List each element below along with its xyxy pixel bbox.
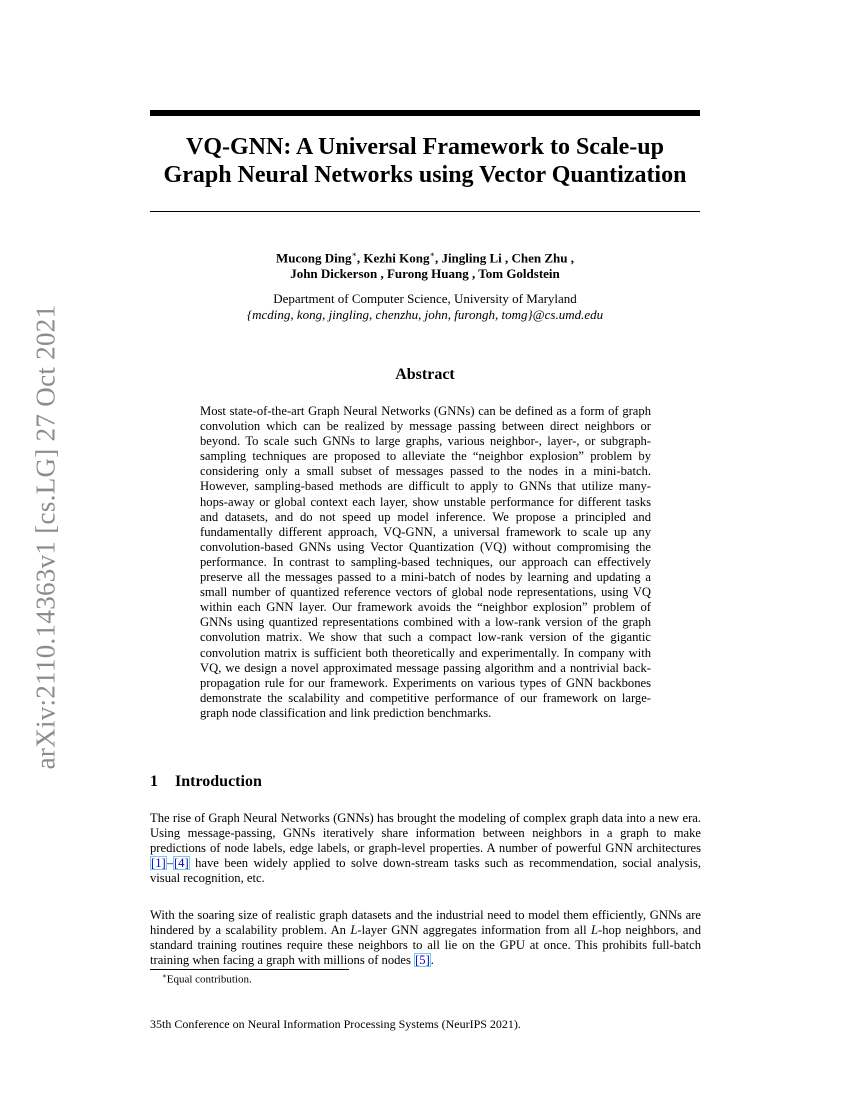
intro-p2-text-c: -hop neighbors, and standard training routines require these neighbors to all lie on the GPU at once. This prohibits full-batch training when facing a graph with millions of nodes — [150, 923, 701, 968]
intro-paragraph-2 — [150, 908, 701, 968]
authors-line-2: John Dickerson , Furong Huang , Tom Goldstein — [290, 266, 560, 282]
footnote-mark: ∗ — [162, 972, 167, 980]
section-heading-introduction — [150, 773, 700, 791]
equal-contribution-mark: ∗ — [351, 250, 357, 259]
intro-p2-text-b: -layer GNN aggregates information from all — [357, 923, 592, 938]
intro-p2-text-a: With the soaring size of realistic graph datasets and the industrial need to model them efficiently, GNNs are hindered by a scalability problem. An — [150, 908, 701, 938]
intro-p1-text-a: The rise of Graph Neural Networks (GNNs) has brought the modeling of complex graph data into a new era. Using message-passing, GNNs iteratively share information between neighbors in a graph to make predictions of node labels, edge labels, or graph-level properties. A number of powerful GNN architectures — [150, 811, 701, 856]
math-L: L — [350, 923, 358, 938]
title-line-2: Graph Neural Networks using Vector Quantization — [163, 162, 687, 188]
citation-range-dash: – — [166, 856, 173, 871]
section-title: Introduction — [175, 773, 262, 790]
title-bottom-rule — [150, 211, 700, 212]
intro-p2-text-d: . — [430, 953, 434, 968]
footnote — [162, 972, 252, 986]
author-list — [150, 247, 700, 282]
department: Department of Computer Science, University of Maryland — [273, 291, 577, 306]
abstract-heading: Abstract — [395, 366, 455, 383]
author-mucong-ding: Mucong Ding — [275, 250, 352, 266]
title-top-rule — [150, 110, 700, 116]
intro-p1-text-b: have been widely applied to solve down-stream tasks such as recommendation, social analysis, visual recognition, etc. — [150, 856, 701, 886]
section-number: 1 — [150, 773, 158, 790]
intro-paragraph-1 — [150, 811, 701, 886]
authors-rest-line-1: , Jingling Li , Chen Zhu , — [434, 250, 575, 266]
citation-link-5[interactable]: [5] — [415, 953, 430, 968]
paper-title — [150, 133, 700, 189]
citation-link-4[interactable]: [4] — [173, 856, 189, 871]
citation-link-1[interactable]: [1] — [151, 856, 166, 871]
footnote-text: Equal contribution. — [166, 973, 252, 986]
footnote-rule — [150, 969, 349, 970]
author-emails: {mcding, kong, jingling, chenzhu, john, furongh, tomg}@cs.umd.edu — [246, 307, 604, 322]
authors-line-1 — [150, 247, 700, 266]
abstract-text: Most state-of-the-art Graph Neural Networks (GNNs) can be defined as a form of graph convolution which can be realized by message passing between direct neighbors or beyond. To scale such GNNs to large graphs, various neighbor-, layer-, or subgraph-sampling techniques are proposed to alleviate the “neighbor explosion” problem by considering only a small subset of messages passed to the nodes in a mini-batch. However, sampling-based methods are difficult to apply to GNNs that utilize many-hops-away or global context each layer, show unstable performance for different tasks and datasets, and do not speed up model inference. We propose a principled and fundamentally different approach, VQ-GNN, a universal framework to scale up any convolution-based GNNs using Vector Quantization (VQ) without compromising the performance. In contrast to sampling-based techniques, our approach can effectively preserve all the messages passed to a mini-batch of nodes by learning and updating a small number of quantized reference vectors of global node representations, using VQ within each GNN layer. Our framework avoids the “neighbor explosion” problem of GNNs using quantized representations combined with a low-rank version of the graph convolution matrix. We show that such a compact low-rank version of the gigantic convolution matrix is sufficient both theoretically and experimentally. In company with VQ, we design a novel approximated message passing algorithm and a nontrivial back-propagation rule for our framework. Experiments on various types of GNN backbones demonstrate the scalability and competitive performance of our framework on large-graph node classification and link prediction benchmarks. — [200, 404, 651, 720]
affiliation — [150, 291, 700, 323]
author-kezhi-kong: , Kezhi Kong — [356, 250, 430, 266]
conference-note: 35th Conference on Neural Information Processing Systems (NeurIPS 2021). — [150, 1017, 521, 1031]
arxiv-identifier: arXiv:2110.14363v1 [cs.LG] 27 Oct 2021 — [30, 304, 61, 770]
equal-contribution-mark: ∗ — [429, 250, 435, 259]
math-L: L — [591, 923, 599, 938]
title-line-1: VQ-GNN: A Universal Framework to Scale-up — [186, 134, 664, 160]
